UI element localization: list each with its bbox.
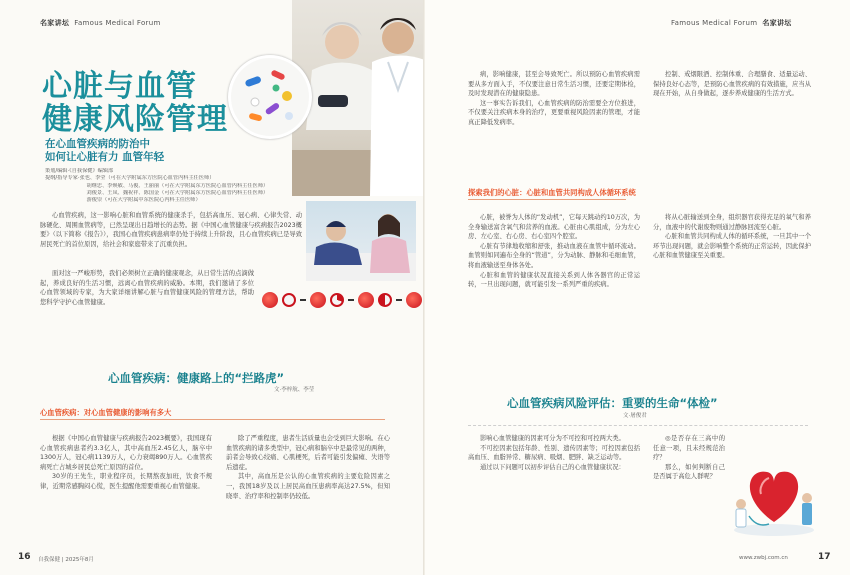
section1-byline: 文·李梓航、李莹 [274, 387, 315, 393]
medicine-pills-photo [228, 55, 312, 139]
heart-icon [406, 292, 422, 308]
heart-checkup-illustration [729, 458, 819, 538]
section1-column-b: 除了严重程度，患者生活质量也会受到巨大影响。在心血管疾病的诸多类型中，冠心病和脑卒中是最常见的两种，前者会导致心绞痛、心肌梗死，后者可能引发偏瘫、失语等后遗症。 其中，高血压是公认的心血管疾病的主要危险因素之一，我国18岁及以上居民高血压患病率高达27.5%，但知晓率、治疗率和控制率仍较低。 [226, 435, 390, 500]
heart-progression-icons [262, 292, 425, 308]
artery-clear-icon [282, 293, 296, 307]
section3-column-a: 影响心血管健康的因素可分为不可控和可控两大类。 不可控因素包括年龄、性别、遗传因素等；可控因素包括高血压、血脂异常、糖尿病、吸烟、肥胖、缺乏运动等。 通过以下问题可以初步评估自己的心血管健康状况： [468, 435, 640, 471]
intro-column-top: 心血管疾病，这一影响心脏和血管系统的健康杀手，包括高血压、冠心病、心律失常、动脉硬化、周围血管病等，已然呈现出日趋增长的态势。据《中国心血管健康与疾病报告2023概要》（以下简称《报告》），我国心血管疾病患病率仍处于持续上升阶段，且心血管疾病已是导致居民死亡的首位原因，给社会和家庭带来了沉重负担。 [40, 212, 302, 248]
page-number-left: 16 [18, 552, 31, 562]
patient-nurse-photo [306, 201, 416, 281]
section3-column-b: ◎是否存在三高中的任意一项，且未经规范治疗？ 那么，如何判断自己是否属于高危人群呢？ [653, 435, 725, 481]
section2-column-b: 将从心脏输送到全身，组织器官获得充足的氧气和养分，血液中的代谢废物则通过静脉回流至心脏。 心脏和血管共同构成人体的循环系统，一旦其中一个环节出现问题，就会影响整个系统的正常运转，因此保护心脏和血管健康至关重要。 [653, 214, 811, 260]
heart-icon [262, 292, 278, 308]
right-top-column-a: 病，影响健康，甚至会导致死亡。所以预防心血管疾病需要从多方面入手，不仅要注意日常生活习惯，还要定期体检，及时发现潜在的健康隐患。 这一事实告诉我们，心血管疾病的防治需要全方位推进，不仅要关注疾病本身的治疗，更要重视风险因素的管理，才能真正降低发病率。 [468, 71, 640, 126]
section2-subheading: 探索我们的心脏：心脏和血管共同构成人体循环系统 [468, 188, 636, 197]
article-subtitle: 在心血管疾病的防治中 如何让心脏有力 血管年轻 [45, 138, 165, 163]
section1-subheading: 心血管疾病：对心血管健康的影响有多大 [40, 408, 172, 417]
running-head-left: 名家讲坛 Famous Medical Forum [40, 19, 161, 27]
issue-footer: 自我保健 | 2025年8月 [38, 557, 94, 563]
section2-column-a: 心脏，被誉为人体的“发动机”，它每天跳动约10万次，为全身输送富含氧气和营养的血液。心脏由心肌组成，分为左心房、左心室、右心房、右心室四个腔室。 心脏有节律地收缩和舒张，推动血液在血管中循环流动。血管则如同遍布全身的“管道”，分为动脉、静脉和毛细血管，将血液输送至身体各处。 心脏和血管的健康状况直接关系到人体各器官的正常运转，一旦出现问题，就可能引发一系列严重的疾病。 [468, 214, 640, 289]
section3-title: 心血管疾病风险评估：重要的生命“体检” [507, 396, 718, 410]
patient-nurse-illustration [306, 201, 416, 281]
heart-doctors-illustration [729, 458, 819, 538]
running-head-right: Famous Medical Forum 名家讲坛 [671, 19, 792, 27]
article-credits: 策划/编辑·《自我保健》编辑部 提纲/指导专家·张也、李莹（可在大学附属东方医院心血管内科主任医师） 胡继忠、李焕敏、马俊、王丽丽（可在大学附属东方医院心血管内科主任医师） 刘俊景、王凤、魏祝祥、陈国金（可在大学附属东方医院心血管内科主任医师） 游俊崇（可在大学附属中东医院心内科主任医师） [45, 168, 269, 204]
right-page [425, 0, 850, 575]
page-number-right: 17 [818, 552, 831, 562]
pills-illustration [231, 58, 309, 136]
artery-blocked-half-icon [378, 293, 392, 307]
heart-icon [358, 292, 374, 308]
heart-icon [310, 292, 326, 308]
section1-column-a: 根据《中国心血管健康与疾病报告2023概要》，我国现有心血管疾病患者约3.3亿人，其中高血压2.45亿人，脑卒中1300万人，冠心病1139万人，心力衰竭890万人。心血管疾病死亡占城乡居民总死亡原因的首位。 30岁的王先生，职业程序员，长期熬夜加班，饮食不规律，近期常感胸闷心慌，医生提醒他需要重视心血管健康。 [40, 435, 212, 490]
right-top-column-b: 控制、戒烟限酒、控制体重、合理膳食、适量运动、保持良好心态等，是预防心血管疾病的有效措施，应当从现在开始，从自身做起，逐步养成健康的生活方式。 [653, 71, 811, 98]
website-footer: www.zwbj.com.cn [739, 555, 788, 561]
intro-column-bottom: 面对这一严峻形势，我们必须树立正确的健康观念，从日常生活的点滴做起，养成良好的生活习惯，远离心血管疾病的威胁。本期，我们邀请了多位心血管领域的专家，为大家详细讲解心脏与血管健康风险的管理方法，帮助您科学守护心血管健康。 [40, 270, 254, 306]
article-title: 心脏与血管 健康风险管理 [42, 69, 228, 137]
section1-title: 心血管疾病：健康路上的“拦路虎” [108, 371, 285, 385]
artery-partial-icon [330, 293, 344, 307]
section3-byline: 文·屠俊君 [623, 413, 647, 419]
